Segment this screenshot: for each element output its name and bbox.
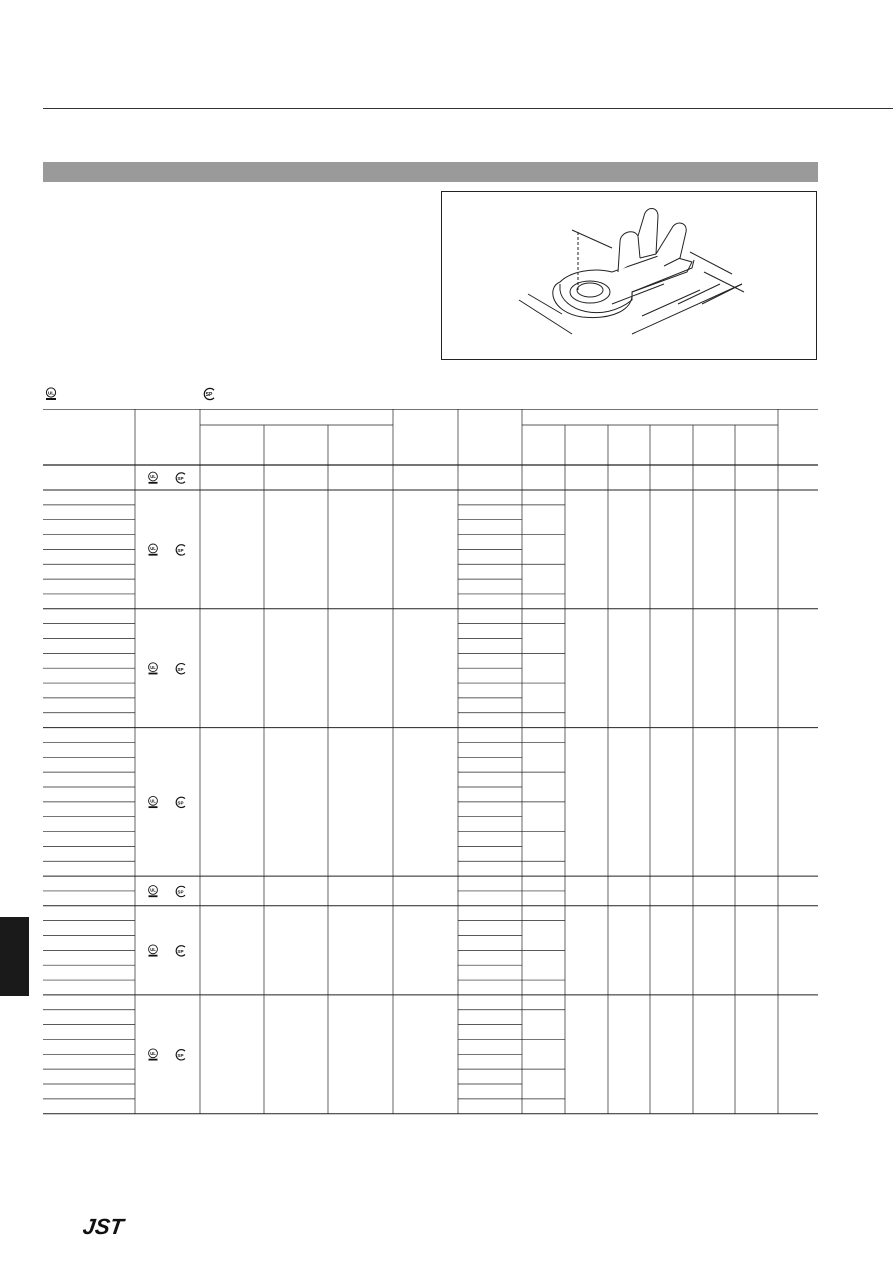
ring-terminal-drawing [442,192,818,361]
ul-listed-mark-icon [149,886,158,898]
csa-mark-icon [176,797,185,807]
spec-table [43,409,819,1124]
section-side-tab [0,917,29,996]
svg-text:UL: UL [150,664,156,670]
header-rule [43,108,893,109]
svg-text:UL: UL [150,946,156,952]
svg-text:SP: SP [177,1052,184,1058]
section-title-bar [43,162,818,182]
csa-mark-icon [176,946,185,956]
svg-text:SP: SP [205,392,213,399]
ul-listed-mark-icon [149,796,158,808]
ul-listed-mark-icon [44,387,58,401]
ul-listed-mark-icon [149,472,158,484]
brand-logo: JST [81,1214,126,1239]
ul-listed-mark-icon [149,1049,158,1061]
svg-text:UL: UL [150,887,156,893]
svg-text:SP: SP [177,666,184,672]
csa-mark-icon [202,387,218,401]
svg-text:SP: SP [177,948,184,954]
csa-mark-icon [176,473,185,483]
csa-mark-icon [176,1050,185,1060]
ul-listed-mark-icon [149,663,158,675]
svg-text:UL: UL [150,798,156,804]
svg-text:SP: SP [177,548,184,553]
ring-terminal-illustration [441,191,817,360]
svg-text:SP: SP [177,476,184,482]
svg-text:UL: UL [47,390,55,396]
csa-mark-icon [176,545,185,555]
csa-mark-icon [176,886,185,896]
svg-text:SP: SP [177,800,184,806]
ul-listed-legend [44,387,58,399]
svg-text:SP: SP [177,889,184,895]
ul-listed-mark-icon [149,945,158,957]
spec-table-grid [43,409,819,1119]
svg-text:UL: UL [150,546,156,551]
csa-mark-icon [176,664,185,674]
ul-listed-mark-icon [149,544,158,556]
svg-text:UL: UL [150,474,156,480]
svg-text:UL: UL [150,1050,156,1056]
csa-legend [202,387,218,399]
